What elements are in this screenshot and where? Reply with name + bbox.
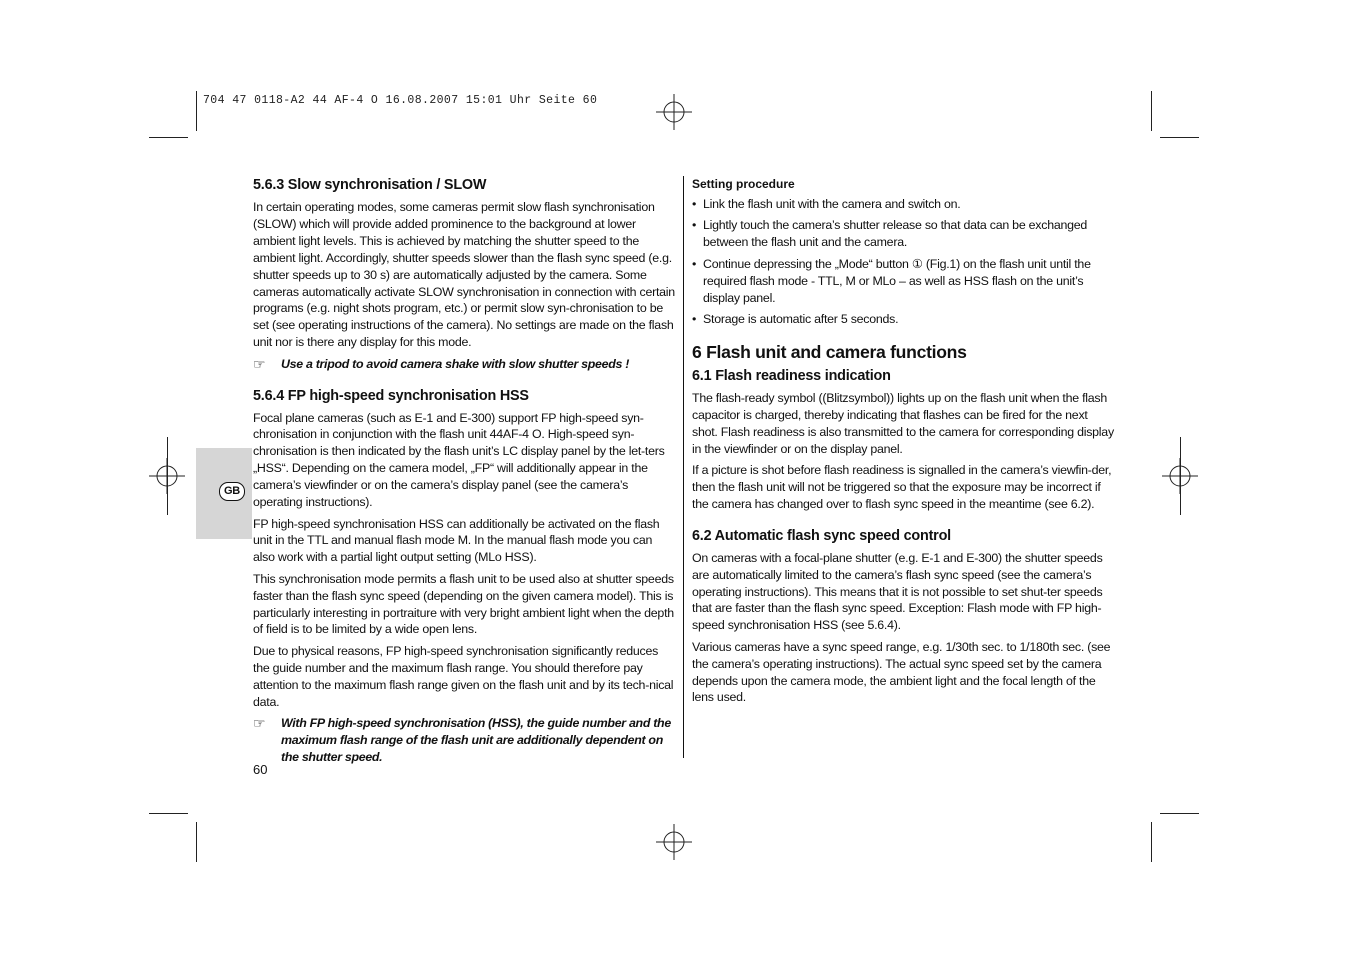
left-column: [253, 176, 675, 766]
paragraph: Due to physical reasons, FP high-speed synchronisation significantly reduces the guide number and the maximum flash range. You should therefore pay attention to the maximum flash range given on the flash unit and by its tech-nical data.: [253, 643, 674, 709]
paragraph: On cameras with a focal-plane shutter (e.g. E-1 and E-300) the shutter speeds are automatically limited to the camera’s flash sync speed (see the camera’s operating instructions). This means that it is not possible to set shut-ter speeds that are faster than the flash sync speed. Exception: Flash mode with FP high-speed synchronisation HSS (see 5.6.4).: [692, 550, 1103, 633]
paragraph: If a picture is shot before flash readiness is signalled in the camera’s viewfin-der, then the flash unit will not be triggered so that the exposure may be incorrect if the camera has changed over to flash sync speed in the meantime (see 6.2).: [692, 463, 1112, 512]
crop-mark: [1151, 91, 1152, 131]
note: [253, 356, 675, 373]
paragraph: The flash-ready symbol ((Blitzsymbol)) lights up on the flash unit when the flash capacitor is charged, thereby indicating that flashes can be fired for the next shot. Flash readiness is also transmitted to the camera for corresponding display in the viewfinder or on the display panel.: [692, 391, 1114, 457]
list-item: • Storage is automatic after 5 seconds.: [692, 311, 1116, 328]
section-5-6-3-title: 5.6.3 Slow synchronisation / SLOW: [253, 177, 487, 193]
pointing-hand-icon: ☞: [253, 355, 266, 372]
language-badge: GB: [219, 482, 245, 501]
section-6-title: 6 Flash unit and camera functions: [692, 342, 967, 363]
list-item: • Lightly touch the camera’s shutter release so that data can be exchanged between the flash unit and the camera.: [692, 217, 1116, 251]
note-text: With FP high-speed synchronisation (HSS), the guide number and the maximum flash range of the flash unit are additionally dependent on the shutter speed.: [281, 715, 671, 764]
list-item: • Link the flash unit with the camera and switch on.: [692, 196, 1116, 213]
section-6-1-title: 6.1 Flash readiness indication: [692, 368, 891, 385]
note-text: Use a tripod to avoid camera shake with slow shutter speeds !: [281, 356, 630, 371]
right-column: [692, 176, 1116, 711]
section-5-6-4-title: 5.6.4 FP high-speed synchronisation HSS: [253, 387, 529, 404]
crop-mark: [149, 813, 188, 814]
page-number: 60: [253, 762, 268, 777]
crop-mark: [1160, 137, 1199, 138]
crop-mark: [149, 137, 188, 138]
crop-mark: [1160, 813, 1199, 814]
paragraph: Focal plane cameras (such as E-1 and E-300) support FP high-speed syn-chronisation in conjunction with the flash unit 44AF-4 O. High-speed syn-chronisation is then indicated by the flash unit’s LC display panel by the let-ters „HSS“. Depending on the camera model, „FP“ will additionally appear in the camera’s viewfinder or on the camera’s display panel (see the camera’s operating instructions).: [253, 410, 665, 510]
crop-mark: [1151, 822, 1152, 862]
crop-mark: [196, 91, 197, 131]
note: [253, 715, 675, 766]
crop-mark: [1180, 437, 1181, 515]
paragraph: This synchronisation mode permits a flash unit to be used also at shutter speeds faster than the flash sync speed (depending on the given camera model). This is particularly interesting in portraiture with very bright ambient light when the depth of field is to be limited by a wide open lens.: [253, 571, 674, 637]
registration-mark-icon: [656, 94, 692, 130]
paragraph: Various cameras have a sync speed range, e.g. 1/30th sec. to 1/180th sec. (see the camera’s operating instructions). The actual sync speed set by the camera depends upon the camera mode, the ambient light and the focal length of the lens used.: [692, 639, 1111, 705]
paragraph: FP high-speed synchronisation HSS can additionally be activated on the flash unit in the TTL and manual flash mode M. In the manual flash mode you can also work with a partial light output setting (MLo HSS).: [253, 516, 660, 565]
setting-procedure-title: Setting procedure: [692, 177, 795, 191]
print-header: 704 47 0118-A2 44 AF-4 O 16.08.2007 15:01 Uhr Seite 60: [203, 94, 598, 107]
crop-mark: [196, 822, 197, 862]
column-divider: [683, 176, 684, 758]
section-6-2-title: 6.2 Automatic flash sync speed control: [692, 527, 951, 544]
registration-mark-icon: [656, 824, 692, 860]
list-item: • Continue depressing the „Mode“ button ① (Fig.1) on the flash unit until the required flash mode - TTL, M or MLo – as well as HSS flash on the unit’s display panel.: [692, 256, 1116, 307]
setting-procedure-list: [692, 196, 1116, 328]
crop-mark: [167, 437, 168, 515]
pointing-hand-icon: ☞: [253, 714, 266, 731]
paragraph: In certain operating modes, some cameras permit slow flash synchronisation (SLOW) which will provide added prominence to the background at lower ambient light levels. This is achieved by matching the shutter speed to the ambient light. Accordingly, shutter speeds slower than the flash sync speed (e.g. shutter speeds up to 30 s) are automatically adjusted by the camera. Some cameras automatically activate SLOW synchronisation in connection with certain programs (e.g. night shots program, etc.) or permit slow syn-chronisation to be set (see operating instructions of the camera). No settings are made on the flash unit nor is there any display for this mode.: [253, 200, 675, 350]
